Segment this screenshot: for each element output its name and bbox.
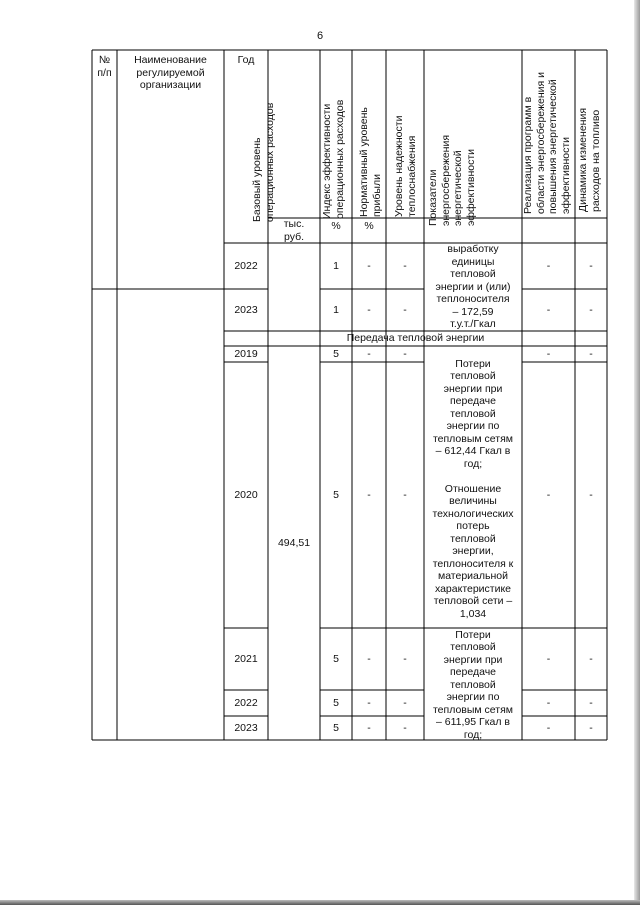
profit-cell: - xyxy=(367,652,371,665)
program-cell: - xyxy=(546,652,551,665)
reliability-cell: - xyxy=(403,721,407,734)
header-reliability: Уровень надежности теплоснабжения xyxy=(393,115,418,217)
energy-indicator-fuel: выработку единицы тепловой энергии и (или) теплоносителя – 172,59 т.у.т./Гкал xyxy=(435,243,511,331)
index-cell: 5 xyxy=(333,696,339,709)
reliability-cell: - xyxy=(403,347,407,360)
profit-cell: - xyxy=(367,488,371,501)
fuel-cell: - xyxy=(589,652,593,665)
program-cell: - xyxy=(546,696,551,709)
index-cell: 5 xyxy=(333,721,339,734)
header-profit-level: Нормативный уровень прибыли xyxy=(358,107,383,217)
profit-cell: - xyxy=(367,347,371,360)
program-cell: - xyxy=(546,303,551,316)
scan-edge-shadow xyxy=(634,0,640,905)
header-energy-saving: Показатели энергосбережения энергетической эффективности xyxy=(427,134,477,226)
reliability-cell: - xyxy=(403,652,407,665)
energy-indicator-losses: Потери тепловой энергии при передаче тепловой энергии по тепловым сетям – 612,44 Гкал в год; Отношение величины технологических потерь тепловой энергии, теплоносителя к материальной характеристике тепловой сети – 1,034 xyxy=(432,357,514,620)
header-efficiency-index: Индекс эффективности операционных расходов xyxy=(321,99,346,219)
reliability-cell: - xyxy=(403,259,407,272)
profit-cell: - xyxy=(367,696,371,709)
year-cell: 2020 xyxy=(234,488,258,501)
index-cell: 5 xyxy=(333,347,339,360)
reliability-cell: - xyxy=(403,696,407,709)
program-cell: - xyxy=(546,488,551,501)
reliability-cell: - xyxy=(403,488,407,501)
program-cell: - xyxy=(546,259,551,272)
year-cell: 2023 xyxy=(234,721,258,734)
fuel-cell: - xyxy=(589,259,593,272)
energy-indicator-losses-2021: Потери тепловой энергии при передаче тепловой энергии по тепловым сетям – 611,95 Гкал в год; xyxy=(432,628,514,741)
section-title: Передача тепловой энергии xyxy=(346,332,485,345)
header-year: Год xyxy=(237,54,255,66)
program-cell: - xyxy=(546,347,551,360)
year-cell: 2022 xyxy=(234,259,258,272)
year-cell: 2019 xyxy=(234,347,258,360)
year-cell: 2023 xyxy=(234,303,258,316)
profit-cell: - xyxy=(367,303,371,316)
header-base-cost: Базовый уровень операционных расходов xyxy=(251,102,276,222)
header-program: Реализация программ в области энергосбережения и повышения энергетической эффективности xyxy=(522,71,572,214)
header-organization: Наименование регулируемой организации xyxy=(134,54,207,91)
unit-profit: % xyxy=(364,219,374,232)
fuel-cell: - xyxy=(589,347,593,360)
profit-cell: - xyxy=(367,259,371,272)
fuel-cell: - xyxy=(589,721,593,734)
reliability-cell: - xyxy=(403,303,407,316)
index-cell: 1 xyxy=(333,303,339,316)
scan-bottom-edge xyxy=(0,900,640,905)
index-cell: 1 xyxy=(333,259,339,272)
header-fuel-dynamics: Динамика изменения расходов на топливо xyxy=(577,107,602,212)
unit-base: тыс. руб. xyxy=(283,218,305,243)
year-cell: 2021 xyxy=(234,652,258,665)
header-number: № п/п xyxy=(97,54,112,79)
index-cell: 5 xyxy=(333,488,339,501)
year-cell: 2022 xyxy=(234,696,258,709)
index-cell: 5 xyxy=(333,652,339,665)
page-number: 6 xyxy=(316,30,324,42)
fuel-cell: - xyxy=(589,303,593,316)
fuel-cell: - xyxy=(589,696,593,709)
program-cell: - xyxy=(546,721,551,734)
fuel-cell: - xyxy=(589,488,593,501)
profit-cell: - xyxy=(367,721,371,734)
unit-index: % xyxy=(331,219,341,232)
base-cost-value: 494,51 xyxy=(277,536,311,549)
